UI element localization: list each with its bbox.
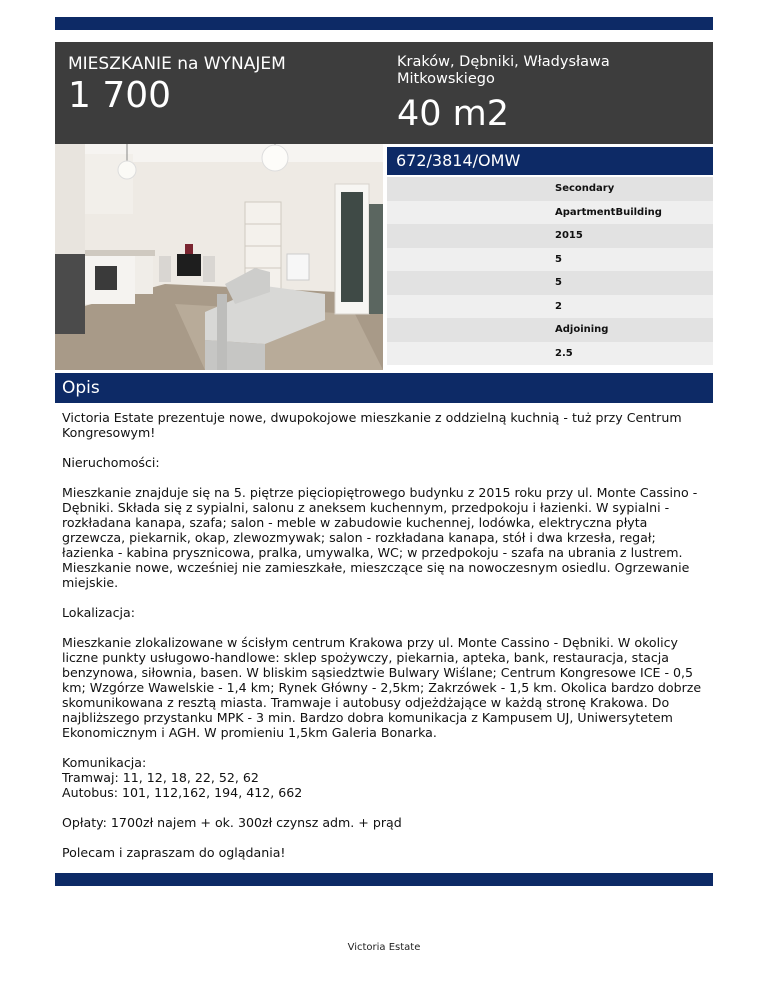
section-title-bar <box>55 373 713 403</box>
property-value: 5 <box>555 253 562 265</box>
footer-agency-name: Victoria Estate <box>347 942 421 953</box>
apartment-photo <box>55 144 383 370</box>
top-divider-bar <box>55 17 713 30</box>
description-paragraph: Nieruchomości: <box>62 455 160 470</box>
property-value: Secondary <box>555 183 615 194</box>
listing-area: 40 m2 <box>397 94 510 134</box>
property-row <box>387 271 713 295</box>
property-row <box>387 224 713 248</box>
reference-number-bar <box>387 147 713 175</box>
property-row <box>387 318 713 342</box>
bottom-divider-bar <box>55 873 713 886</box>
description-paragraph: Opłaty: 1700zł najem + ok. 300zł czynsz adm. + prąd <box>62 815 402 830</box>
property-row <box>387 342 713 366</box>
listing-location: Kraków, Dębniki, Władysława Mitkowskiego <box>397 54 610 87</box>
property-value: Adjoining <box>555 324 609 335</box>
listing-type: MIESZKANIE na WYNAJEM <box>68 54 286 74</box>
header-left <box>68 54 378 116</box>
property-value: 2015 <box>555 230 583 241</box>
listing-price: 1 700 <box>68 75 172 116</box>
reference-number: 672/3814/OMW <box>396 151 521 170</box>
property-row <box>387 248 713 272</box>
description-paragraph: Victoria Estate prezentuje nowe, dwupokojowe mieszkanie z oddzielną kuchnią - tuż przy Centrum Kongresowym! <box>62 410 682 440</box>
property-row <box>387 201 713 225</box>
description-paragraph: Lokalizacja: <box>62 605 135 620</box>
description-paragraph: Mieszkanie znajduje się na 5. piętrze pięciopiętrowego budynku z 2015 roku przy ul. Monte Cassino - Dębniki. Składa się z sypialni, salonu z aneksem kuchennym, przedpokoju i łazienki. W sypialni - rozkładana kanapa, szafa; salon - meble w zabudowie kuchennej, lodówka, elektryczna płyta grzewcza, piekarnik, okap, zlewozmywak; salon - rozkładana kanapa, stół i dwa krzesła, regał; łazienka - kabina prysznicowa, pralka, umywalka, WC; w przedpokoju - szafa na ubrania z lustrem. Mieszkanie nowe, wcześniej nie zamieszkałe, mieszczące się na nowoczesnym osiedlu. Ogrzewanie miejskie. <box>62 485 698 590</box>
description <box>62 410 710 875</box>
header-right <box>397 54 707 134</box>
description-paragraph: Komunikacja: Tramwaj: 11, 12, 18, 22, 52, 62 Autobus: 101, 112,162, 194, 412, 662 <box>62 755 303 800</box>
property-value: 2 <box>555 300 562 312</box>
property-value: ApartmentBuilding <box>555 206 662 218</box>
property-details-table <box>387 177 713 365</box>
property-value: 2.5 <box>555 347 573 359</box>
section-title: Opis <box>62 378 100 398</box>
property-value: 5 <box>555 277 562 288</box>
description-paragraph: Mieszkanie zlokalizowane w ścisłym centrum Krakowa przy ul. Monte Cassino - Dębniki. W okolicy liczne punkty usługowo-handlowe: sklep spożywczy, piekarnia, apteka, bank, restauracja, stacja benzynowa, siłownia, basen. W bliskim sąsiedztwie Bulwary Wiślane; Centrum Kongresowe ICE - 0,5 km; Wzgórze Wawelskie - 1,4 km; Rynek Główny - 2,5km; Zakrzówek - 1,5 km. Okolica bardzo dobrze skomunikowana z resztą miasta. Tramwaje i autobusy odjeżdżające w każdą stronę Krakowa. Do najbliższego przystanku MPK - 3 min. Bardzo dobra komunikacja z Kampusem UJ, Uniwersytetem Ekonomicznym i AGH. W promieniu 1,5km Galeria Bonarka. <box>62 635 702 740</box>
property-row <box>387 177 713 201</box>
property-row <box>387 295 713 319</box>
listing-header <box>55 42 713 144</box>
description-paragraph: Polecam i zapraszam do oglądania! <box>62 845 286 860</box>
